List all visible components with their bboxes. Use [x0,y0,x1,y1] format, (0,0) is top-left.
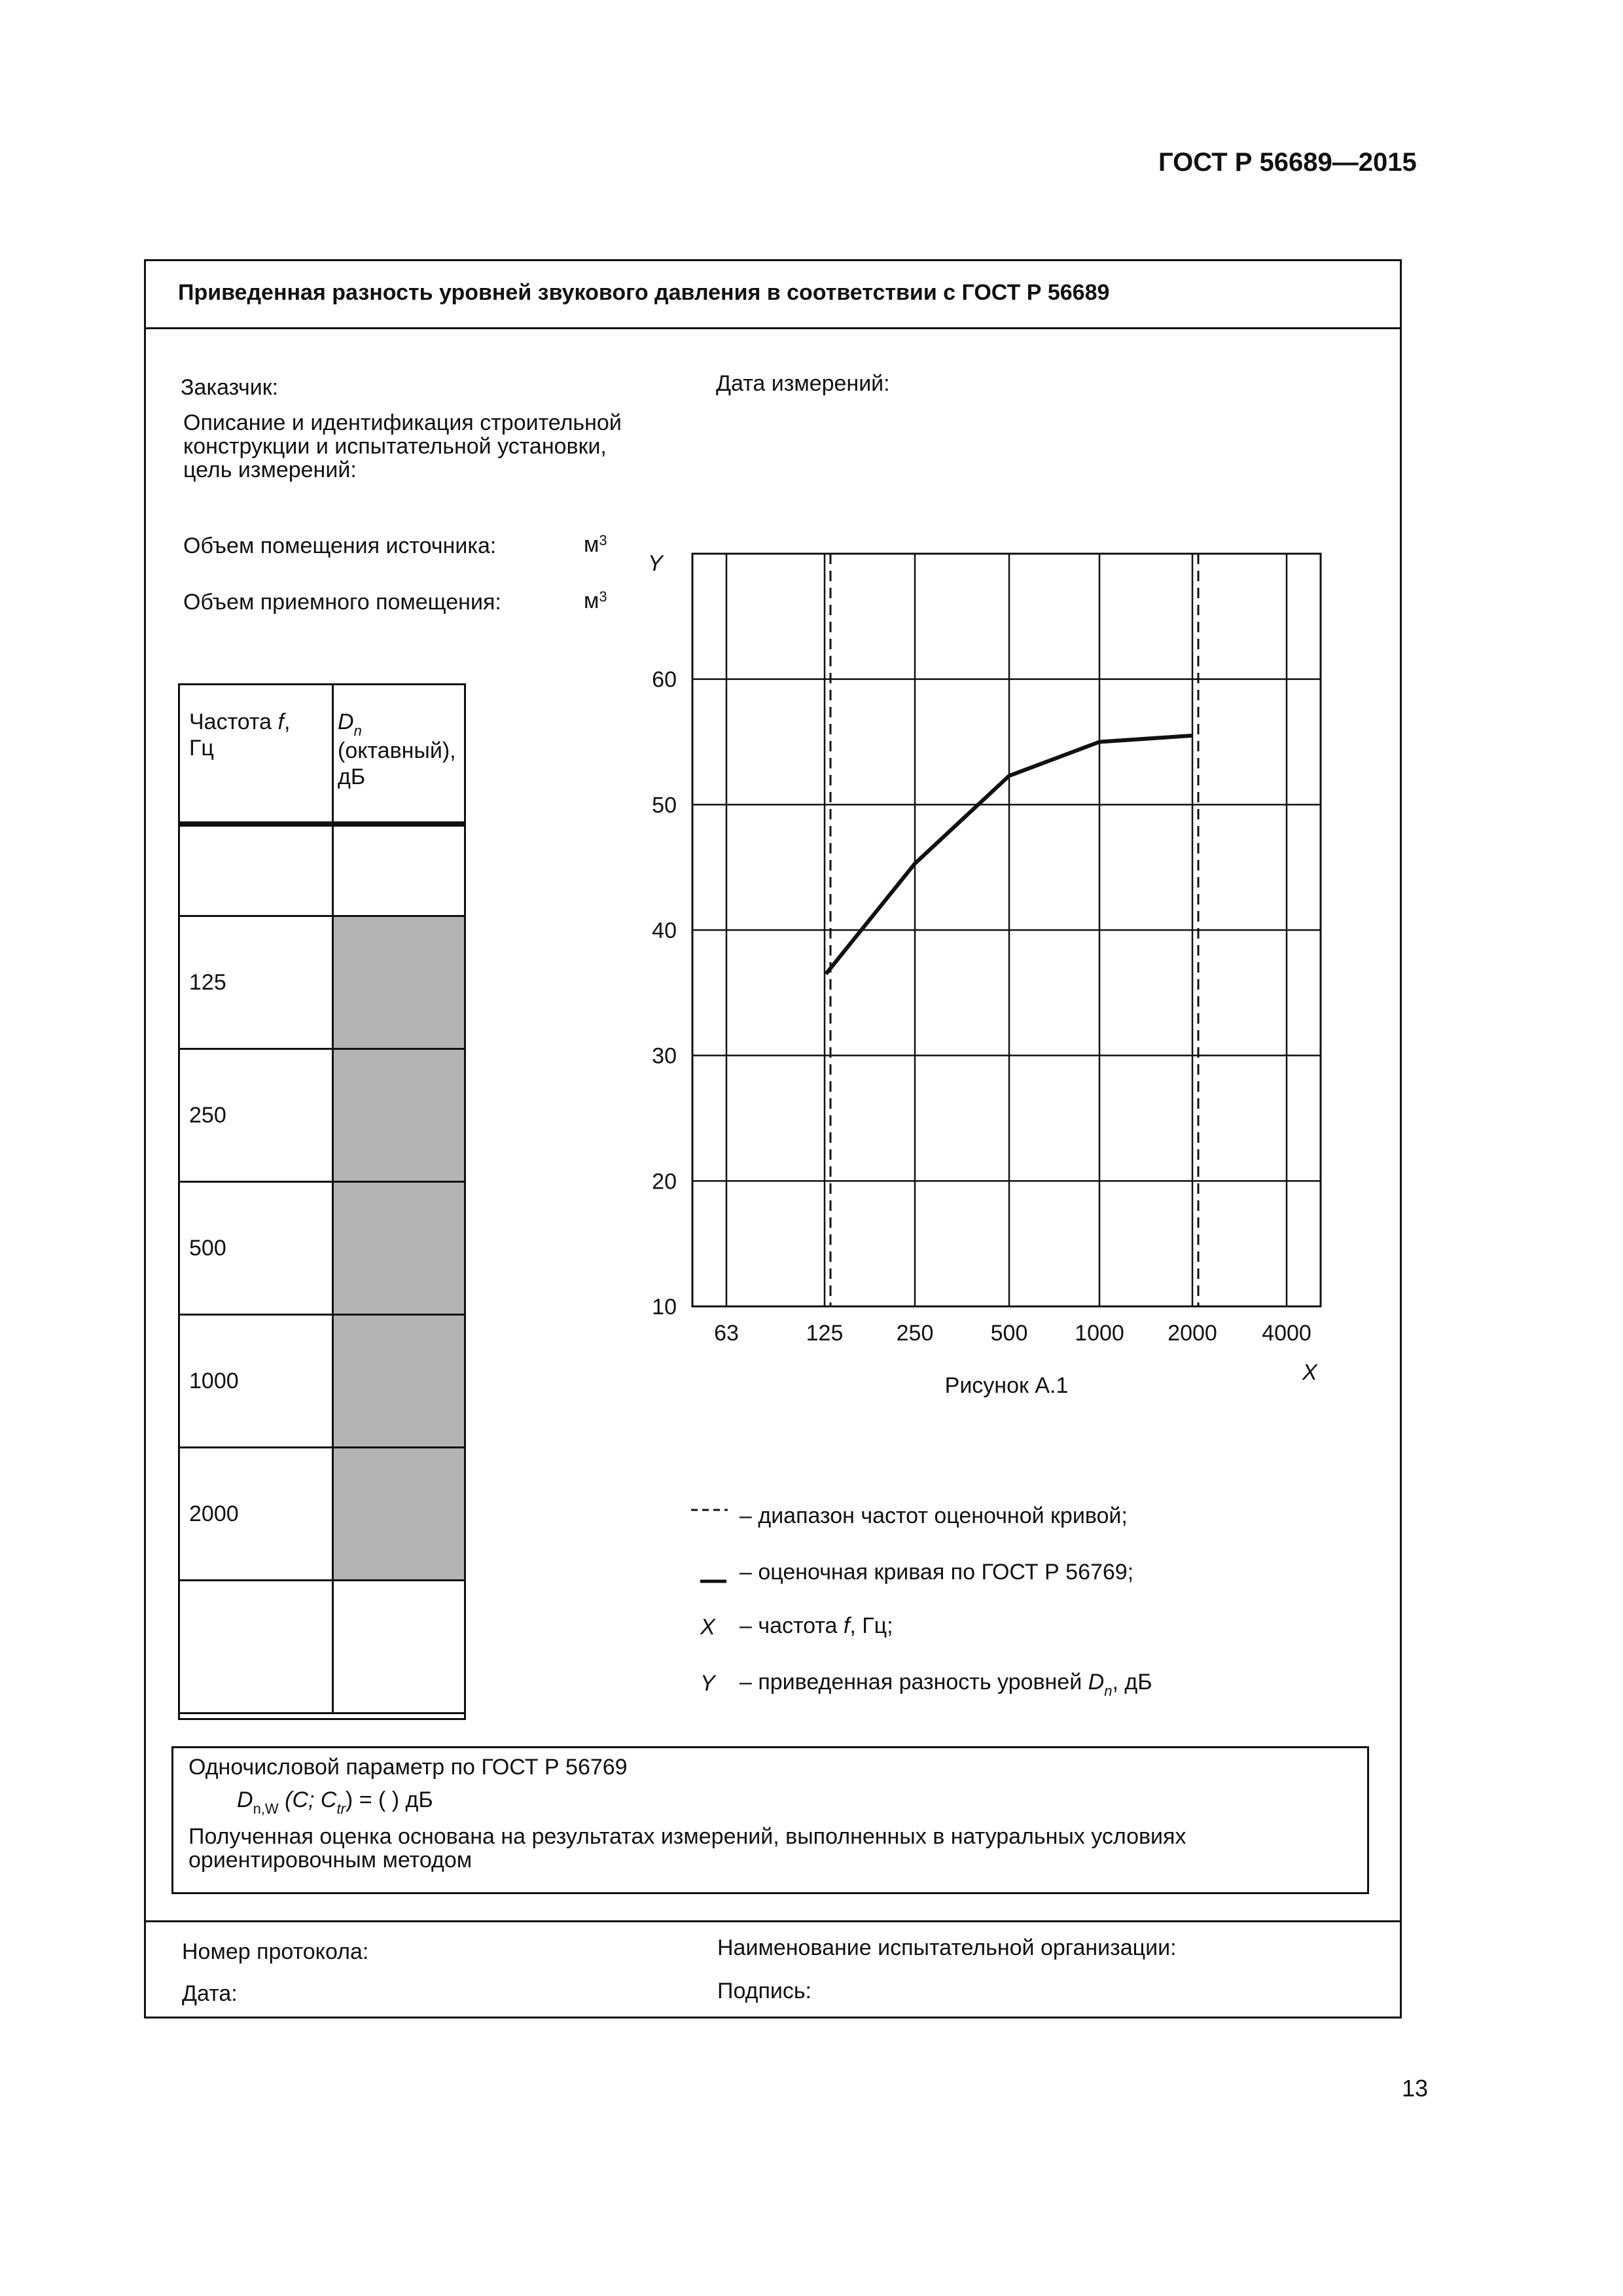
receiving-volume-label: Объем приемного помещения: [183,590,501,615]
parameter-title: Одночисловой параметр по ГОСТ Р 56769 [188,1755,628,1780]
table-cell-dn-shaded [332,1181,466,1316]
x-axis-label: X [1302,1360,1317,1385]
table-cell-dn-shaded [332,1314,466,1448]
parameter-note-line-1: Полученная оценка основана на результатах измерений, выполненных в натуральных условиях [188,1824,1186,1849]
table-cell-frequency [178,1579,334,1714]
table-cell-dn-shaded [332,1048,466,1183]
frequency-value: 1000 [189,1368,239,1393]
receiving-volume-unit: $м^3$ [584,588,607,613]
parameter-note-line-2: ориентировочным методом [188,1848,473,1873]
frequency-value: 2000 [189,1501,239,1526]
frequency-value: 500 [189,1235,226,1261]
form-title: Приведенная разность уровней звукового давления в соответствии с ГОСТ Р 56689 [178,280,1110,305]
customer-label: Заказчик: [181,375,279,400]
x-tick-label: 2000 [1168,1321,1217,1346]
protocol-number-label: Номер протокола: [182,1939,369,1964]
x-tick-label: 1000 [1075,1321,1124,1346]
legend-dashed-text: – диапазон частот оценочной кривой; [740,1503,1128,1528]
table-cell-frequency [178,1048,334,1183]
table-cell-frequency [178,1314,334,1448]
table-cell-frequency [178,825,334,917]
table-cell-dn [332,825,466,917]
test-organization-label: Наименование испытательной организации: [717,1935,1177,1960]
y-tick-label: 30 [652,1043,677,1069]
table-cell-dn-shaded [332,915,466,1050]
title-divider [144,327,1402,329]
x-tick-label: 63 [714,1321,739,1346]
measurement-table [178,683,466,1720]
frequency-value: 250 [189,1102,226,1128]
table-header-frequency: Частота f, Гц [178,683,334,823]
x-tick-label: 4000 [1262,1321,1311,1346]
footer-divider [144,1920,1402,1922]
signature-label: Подпись: [717,1979,812,2003]
legend-solid-swatch [699,1571,728,1584]
table-cell-frequency [178,1446,334,1581]
figure-caption: Рисунок А.1 [944,1373,1069,1398]
page-number: 13 [1402,2075,1429,2102]
x-tick-label: 250 [896,1321,934,1346]
legend-x-symbol: X [700,1615,715,1640]
x-tick-label: 125 [806,1321,844,1346]
table-cell-dn [332,1579,466,1714]
date-label: Дата: [182,1981,238,2006]
legend-dashed-swatch [690,1500,729,1520]
description-line-2: конструкции и испытательной установки, [183,434,607,459]
evaluation-chart [628,537,1368,1414]
table-cell-frequency [178,915,334,1050]
frequency-value: 125 [189,969,226,995]
table-cell-frequency [178,1181,334,1316]
y-tick-label: 40 [652,918,677,943]
description-line-1: Описание и идентификация строительной [183,410,622,435]
x-tick-label: 500 [990,1321,1028,1346]
source-volume-unit: $м^3$ [584,532,607,557]
standard-number: ГОСТ Р 56689—2015 [1158,148,1417,177]
legend-y-text: – приведенная разность уровней $D_n$, дБ [740,1670,1152,1699]
y-axis-label: Y [648,551,663,576]
legend-solid-text: – оценочная кривая по ГОСТ Р 56769; [740,1560,1134,1585]
table-header-dn: $D_n$ (октавный), дБ [332,683,466,823]
legend-x-text: – частота f, Гц; [740,1613,893,1638]
y-tick-label: 50 [652,793,677,818]
y-tick-label: 60 [652,667,677,692]
measurement-date-label: Дата измерений: [716,371,890,396]
description-line-3: цель измерений: [183,457,357,482]
source-volume-label: Объем помещения источника: [183,533,497,558]
legend-y-symbol: Y [700,1671,715,1696]
y-tick-label: 10 [652,1295,677,1319]
parameter-formula: $D_{n,W}$ (C; $C_{tr}$) = ( ) дБ [237,1787,433,1817]
table-cell-dn-shaded [332,1446,466,1581]
y-tick-label: 20 [652,1169,677,1194]
